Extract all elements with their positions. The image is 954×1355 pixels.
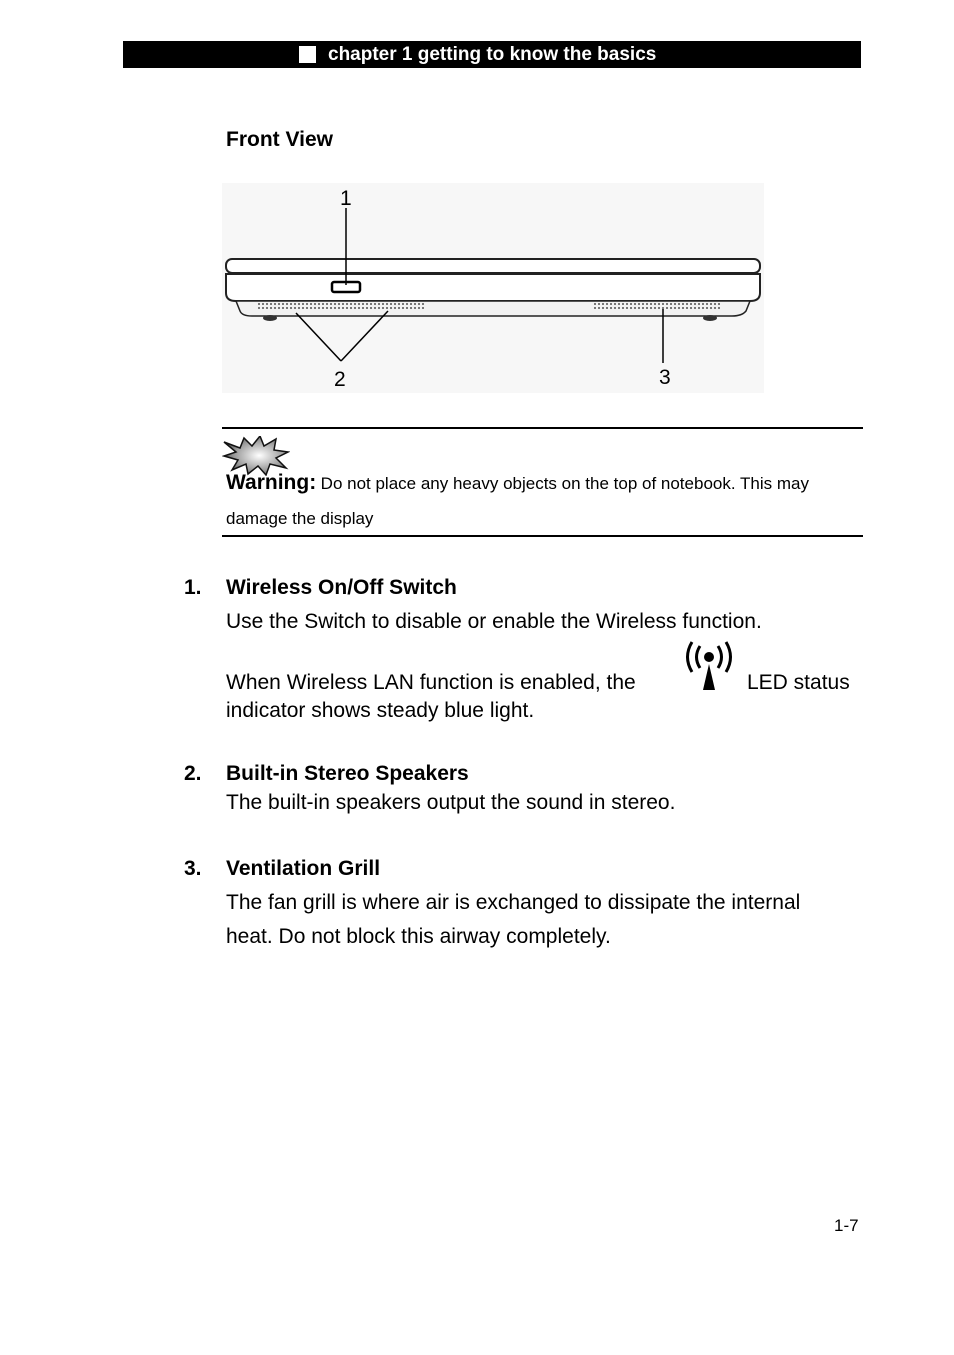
- item-3-number: 3.: [184, 857, 202, 880]
- callout-3: 3: [659, 366, 671, 389]
- item-2-number: 2.: [184, 762, 202, 785]
- item-2-line-1: The built-in speakers output the sound in stereo.: [226, 791, 676, 814]
- ventilation-grill: [594, 302, 720, 310]
- chapter-title: chapter 1 getting to know the basics: [328, 44, 657, 65]
- warning-bottom-rule: [222, 535, 863, 537]
- warning-line-1: [226, 468, 809, 500]
- section-title: Front View: [226, 128, 333, 151]
- item-1-title: Wireless On/Off Switch: [226, 576, 457, 599]
- chapter-header-bar: [123, 41, 861, 68]
- callout-2: 2: [334, 368, 346, 391]
- wireless-antenna-icon: [680, 640, 738, 692]
- item-3-line-1: The fan grill is where air is exchanged to dissipate the internal: [226, 891, 801, 914]
- item-1-number: 1.: [184, 576, 202, 599]
- warning-label: Warning:: [226, 471, 317, 494]
- item-2-title: Built-in Stereo Speakers: [226, 762, 469, 785]
- page-number: 1-7: [834, 1216, 859, 1235]
- item-3-line-2: heat. Do not block this airway completely.: [226, 925, 611, 948]
- warning-text: Do not place any heavy objects on the top of notebook. This may: [320, 474, 809, 493]
- item-1-line-2b: LED status: [747, 671, 850, 694]
- notebook-front-view-figure: [222, 183, 764, 393]
- item-1-line-2a: When Wireless LAN function is enabled, the: [226, 671, 636, 694]
- header-square-icon: [299, 46, 316, 63]
- item-1-line-3: indicator shows steady blue light.: [226, 699, 535, 722]
- item-1-line-1: Use the Switch to disable or enable the Wireless function.: [226, 610, 762, 633]
- warning-top-rule: [222, 427, 863, 429]
- callout-1: 1: [340, 187, 352, 210]
- speaker-grill-left: [258, 302, 426, 310]
- item-3-title: Ventilation Grill: [226, 857, 381, 880]
- warning-text-continued: damage the display: [226, 509, 374, 528]
